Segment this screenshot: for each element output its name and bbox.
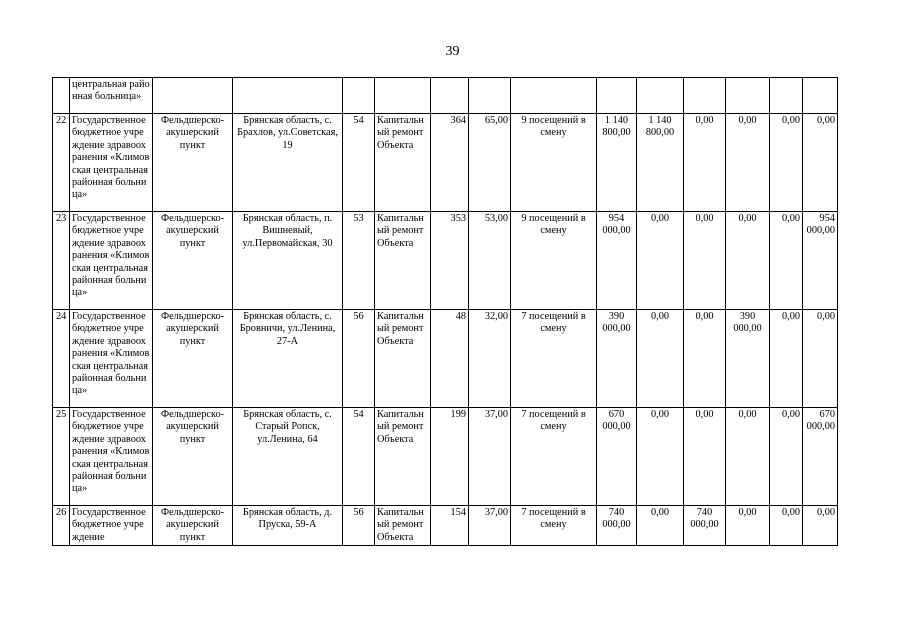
cell-y3: 0,00 — [726, 506, 770, 546]
cell-institution: Государственное бюджетное учреждение здравоохранения «Климовская центральная районная больница» — [70, 212, 153, 310]
cell-total: 1 140 800,00 — [597, 114, 637, 212]
cell-num: 22 — [53, 114, 70, 212]
cell-y1: 0,00 — [637, 506, 684, 546]
cell-address — [233, 78, 343, 114]
cell-y5: 954 000,00 — [803, 212, 838, 310]
cell-work-type: Капитальный ремонт Объекта — [375, 310, 431, 408]
cell-code: 54 — [343, 408, 375, 506]
cell-y4: 0,00 — [770, 212, 803, 310]
cell-area: 154 — [431, 506, 469, 546]
cell-share: 37,00 — [469, 408, 511, 506]
cell-area: 199 — [431, 408, 469, 506]
cell-y1: 1 140 800,00 — [637, 114, 684, 212]
cell-y3: 0,00 — [726, 114, 770, 212]
facilities-table — [52, 77, 838, 546]
cell-code — [343, 78, 375, 114]
cell-y2 — [684, 78, 726, 114]
cell-facility: Фельдшерско-акушерский пункт — [153, 310, 233, 408]
cell-capacity: 7 посещений в смену — [511, 310, 597, 408]
cell-y5 — [803, 78, 838, 114]
cell-address: Брянская область, п. Вишневый, ул.Первомайская, 30 — [233, 212, 343, 310]
page-number: 39 — [445, 44, 460, 59]
cell-y4: 0,00 — [770, 506, 803, 546]
cell-work-type: Капитальный ремонт Объекта — [375, 114, 431, 212]
cell-code: 56 — [343, 310, 375, 408]
cell-y4: 0,00 — [770, 408, 803, 506]
cell-facility: Фельдшерско-акушерский пункт — [153, 212, 233, 310]
cell-capacity: 9 посещений в смену — [511, 114, 597, 212]
cell-work-type: Капитальный ремонт Объекта — [375, 212, 431, 310]
table-row — [53, 114, 838, 212]
cell-total: 740 000,00 — [597, 506, 637, 546]
cell-share: 65,00 — [469, 114, 511, 212]
cell-total: 954 000,00 — [597, 212, 637, 310]
cell-address: Брянская область, д. Пруска, 59-А — [233, 506, 343, 546]
cell-share: 53,00 — [469, 212, 511, 310]
cell-work-type: Капитальный ремонт Объекта — [375, 408, 431, 506]
cell-code: 53 — [343, 212, 375, 310]
cell-share — [469, 78, 511, 114]
table-row — [53, 310, 838, 408]
cell-institution: Государственное бюджетное учреждение — [70, 506, 153, 546]
cell-capacity: 9 посещений в смену — [511, 212, 597, 310]
cell-y3: 390 000,00 — [726, 310, 770, 408]
cell-y2: 740 000,00 — [684, 506, 726, 546]
cell-capacity — [511, 78, 597, 114]
cell-num: 23 — [53, 212, 70, 310]
cell-institution: центральная районная больница» — [70, 78, 153, 114]
cell-num — [53, 78, 70, 114]
cell-capacity: 7 посещений в смену — [511, 408, 597, 506]
cell-y2: 0,00 — [684, 114, 726, 212]
cell-total — [597, 78, 637, 114]
cell-facility: Фельдшерско-акушерский пункт — [153, 408, 233, 506]
cell-institution: Государственное бюджетное учреждение здравоохранения «Климовская центральная районная больница» — [70, 310, 153, 408]
cell-y4 — [770, 78, 803, 114]
cell-code: 54 — [343, 114, 375, 212]
cell-y1: 0,00 — [637, 408, 684, 506]
cell-share: 32,00 — [469, 310, 511, 408]
cell-facility: Фельдшерско-акушерский пункт — [153, 114, 233, 212]
cell-y2: 0,00 — [684, 408, 726, 506]
cell-share: 37,00 — [469, 506, 511, 546]
cell-y1: 0,00 — [637, 212, 684, 310]
cell-num: 25 — [53, 408, 70, 506]
cell-y5: 0,00 — [803, 114, 838, 212]
cell-facility: Фельдшерско-акушерский пункт — [153, 506, 233, 546]
table-row — [53, 506, 838, 546]
cell-total: 390 000,00 — [597, 310, 637, 408]
cell-y5: 0,00 — [803, 310, 838, 408]
table-row — [53, 212, 838, 310]
cell-y4: 0,00 — [770, 310, 803, 408]
cell-area — [431, 78, 469, 114]
cell-area: 353 — [431, 212, 469, 310]
cell-num: 26 — [53, 506, 70, 546]
cell-y3: 0,00 — [726, 408, 770, 506]
cell-work-type — [375, 78, 431, 114]
cell-institution: Государственное бюджетное учреждение здравоохранения «Климовская центральная районная больница» — [70, 114, 153, 212]
cell-area: 48 — [431, 310, 469, 408]
cell-y2: 0,00 — [684, 310, 726, 408]
table-row-continued — [53, 78, 838, 114]
table-row — [53, 408, 838, 506]
cell-y1 — [637, 78, 684, 114]
cell-capacity: 7 посещений в смену — [511, 506, 597, 546]
cell-y2: 0,00 — [684, 212, 726, 310]
cell-y5: 0,00 — [803, 506, 838, 546]
cell-address: Брянская область, с. Брахлов, ул.Советская, 19 — [233, 114, 343, 212]
cell-institution: Государственное бюджетное учреждение здравоохранения «Климовская центральная районная больница» — [70, 408, 153, 506]
cell-y3: 0,00 — [726, 212, 770, 310]
cell-facility — [153, 78, 233, 114]
cell-y3 — [726, 78, 770, 114]
cell-code: 56 — [343, 506, 375, 546]
cell-address: Брянская область, с. Бровничи, ул.Ленина, 27-А — [233, 310, 343, 408]
cell-num: 24 — [53, 310, 70, 408]
cell-work-type: Капитальный ремонт Объекта — [375, 506, 431, 546]
cell-y4: 0,00 — [770, 114, 803, 212]
cell-y1: 0,00 — [637, 310, 684, 408]
cell-address: Брянская область, с. Старый Ропск, ул.Ленина, 64 — [233, 408, 343, 506]
cell-y5: 670 000,00 — [803, 408, 838, 506]
cell-area: 364 — [431, 114, 469, 212]
cell-total: 670 000,00 — [597, 408, 637, 506]
